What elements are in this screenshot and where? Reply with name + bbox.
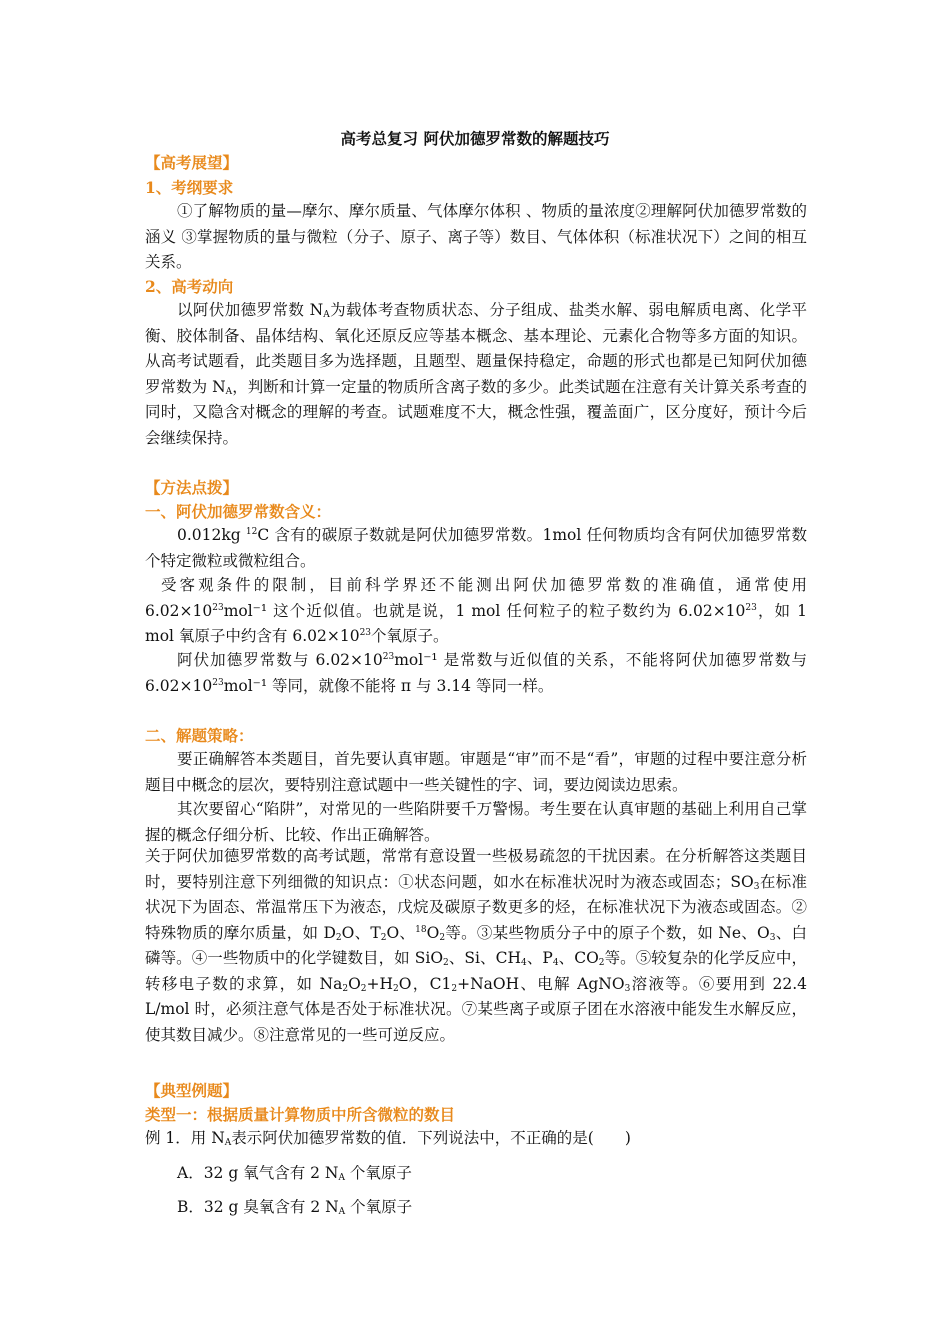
section-heading-examples: 【典型例题】 bbox=[145, 1081, 239, 1100]
heading-requirements: 1、考纲要求 bbox=[145, 178, 234, 197]
meaning-paragraph-3: 阿伏加德罗常数与 $6.02\times 10^{23}mol^{-1}$ 是常数与近似值的关系，不能将阿伏加德罗常数与 $6.02\times 10^{23}mol^{-1}$ 等同，就像不能将 π 与 3.14 等同一样。 bbox=[145, 651, 808, 695]
meaning-paragraph-2: 受客观条件的限制，目前科学界还不能测出阿伏加德罗常数的准确值，通常使用 $6.02\times 10^{23}mol^{-1}$ 这个近似值。也就是说，1 mol 任何粒子的粒子数约为 $6.02\times 10^{23}$，如 1 mol 氧原子中约含有 $6.02\times 10^{23}$个氧原子。 bbox=[145, 576, 807, 645]
strategy-paragraph-3: 关于阿伏加德罗常数的高考试题，常常有意设置一些极易疏忽的干扰因素。在分析解答这类题目时，要特别注意下列细微的知识点：①状态问题，如水在标准状况时为液态或固态；$SO_3$在标准状况下为固态、常温常压下为液态，戊烷及碳原子数更多的烃，在标准状况下为液态或固态。②特殊物质的摩尔质量，如 $D_2O$、$T_2O$、$^{18}O_2$等。③某些物质分子中的原子个数，如 Ne、$O_3$、白磷等。④一些物质中的化学键数目，如 SiO$_2$、Si、$CH_4$、$P_4$、$CO_2$等。⑤较复杂的化学反应中，转移电子数的求算，如 $Na_2O_2+H_2O$，$C1_2+NaOH$、电解 AgNO$_3$溶液等。⑥要用到 22.4 L/mol 时，必须注意气体是否处于标准状况。⑦某些离子或原子团在水溶液中能发生水解反应，使其数目减少。⑧注意常见的一些可逆反应。 bbox=[145, 847, 808, 1044]
meaning-paragraph-1: 0.012kg $^{12}$C 含有的碳原子数就是阿伏加德罗常数。1mol 任何物质均含有阿伏加德罗常数个特定微粒或微粒组合。 bbox=[145, 526, 807, 570]
section-heading-outlook: 【高考展望】 bbox=[145, 153, 239, 172]
trends-paragraph: 以阿伏加德罗常数 $N_A$为载体考查物质状态、分子组成、盐类水解、弱电解质电离、化学平衡、胶体制备、晶体结构、氧化还原反应等基本概念、基本理论、元素化合物等多方面的知识。从高考试题看，此类题目多为选择题，且题型、题量保持稳定，命题的形式也都是已知阿伏加德罗常数为 $N_A$，判断和计算一定量的物质所含离子数的多少。此类试题在注意有关计算关系考查的同时，又隐含对概念的理解的考查。试题难度不大，概念性强，覆盖面广，区分度好，预计今后会继续保持。 bbox=[145, 301, 807, 447]
option-b: B．32 g 臭氧含有 2 $N_A$ 个氧原子 bbox=[177, 1198, 413, 1217]
strategy-paragraph-1: 要正确解答本类题目，首先要认真审题。审题是“审”而不是“看”，审题的过程中要注意分析题目中概念的层次，要特别注意试题中一些关键性的字、词，要边阅读边思索。 bbox=[145, 750, 807, 794]
section-heading-method: 【方法点拨】 bbox=[145, 478, 239, 497]
page-title: 高考总复习 阿伏加德罗常数的解题技巧 bbox=[340, 129, 610, 148]
heading-type1: 类型一：根据质量计算物质中所含微粒的数目 bbox=[145, 1105, 456, 1124]
example-1-question: 例 1．用 $N_A$表示阿伏加德罗常数的值．下列说法中，不正确的是( ) bbox=[145, 1129, 631, 1148]
heading-trends: 2、高考动向 bbox=[145, 277, 234, 296]
heading-meaning: 一、阿伏加德罗常数含义： bbox=[145, 502, 332, 521]
heading-strategy: 二、解题策略： bbox=[145, 726, 254, 745]
strategy-paragraph-2: 其次要留心“陷阱”，对常见的一些陷阱要千万警惕。考生要在认真审题的基础上利用自己掌握的概念仔细分析、比较、作出正确解答。 bbox=[145, 800, 807, 844]
option-a: A．32 g 氧气含有 2 $N_A$ 个氧原子 bbox=[177, 1164, 412, 1183]
requirements-paragraph: ①了解物质的量—摩尔、摩尔质量、气体摩尔体积 、物质的量浓度②理解阿伏加德罗常数的涵义 ③掌握物质的量与微粒（分子、原子、离子等）数目、气体体积（标准状况下）之间的相互关系。 bbox=[145, 202, 807, 271]
